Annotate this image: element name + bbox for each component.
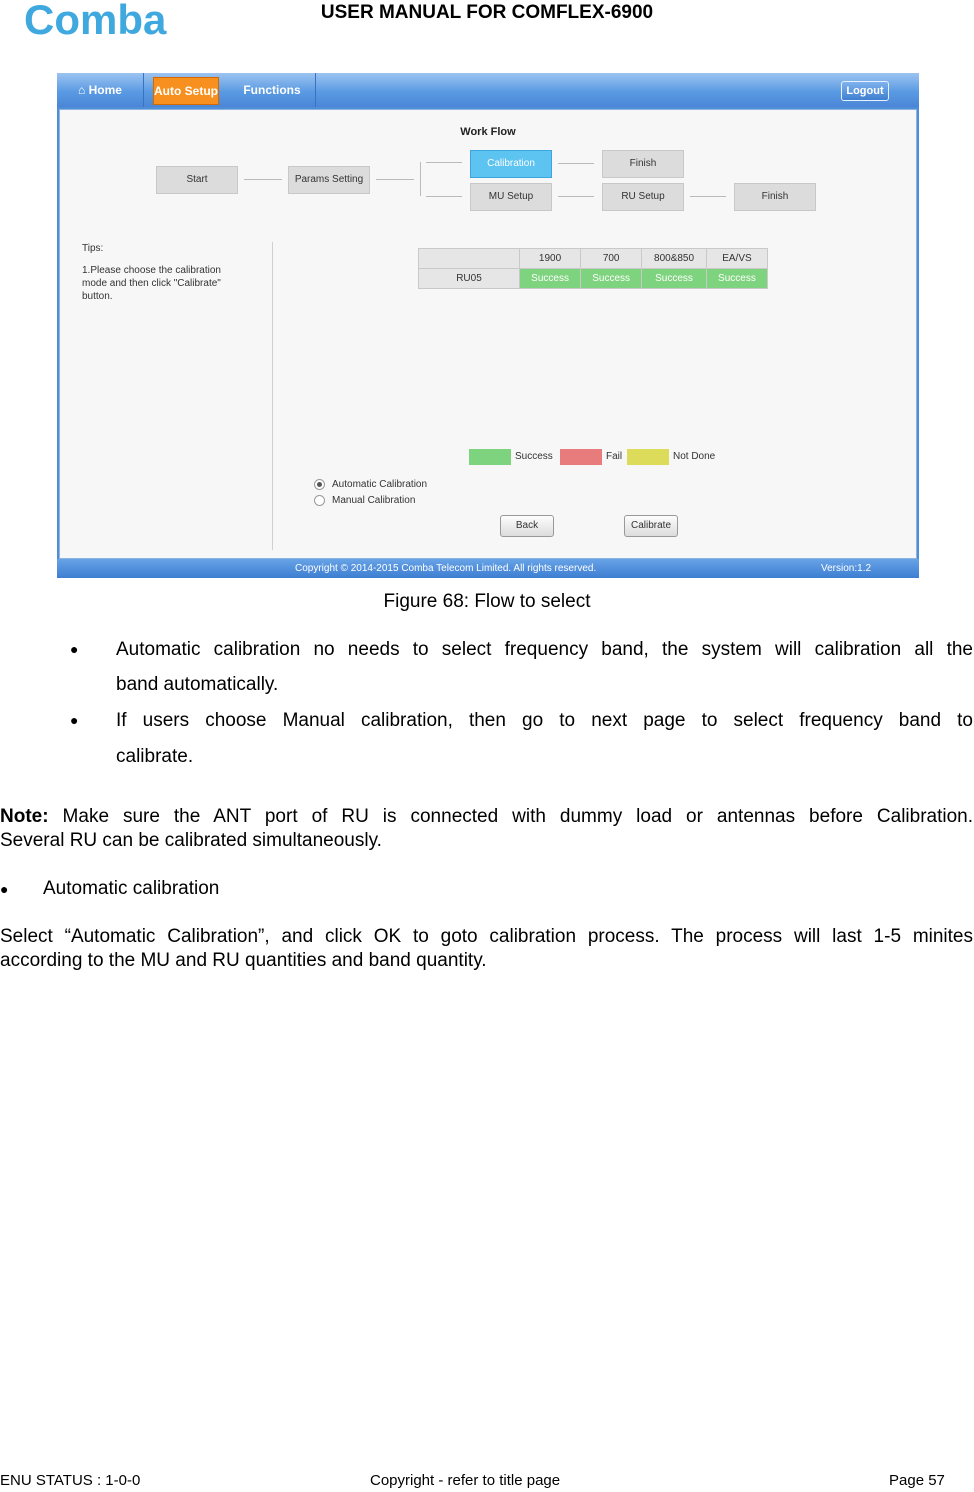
- tips-box: [82, 242, 262, 303]
- tips-heading: Tips:: [82, 243, 104, 254]
- radio-automatic-calibration[interactable]: [314, 479, 325, 490]
- legend-success-swatch: [469, 449, 511, 465]
- body-para-line-1: Select “Automatic Calibration”, and click OK to goto calibration process. The process will last 1-5 minites: [0, 926, 973, 947]
- tips-line: mode and then click "Calibrate": [82, 278, 221, 289]
- flow-connector: [558, 163, 594, 164]
- flow-connector: [244, 179, 282, 180]
- bullet-2-line-1: If users choose Manual calibration, then go to next page to select frequency band to: [116, 710, 973, 731]
- flow-connector: [426, 196, 462, 197]
- status-cell: Success: [581, 269, 642, 289]
- option-automatic-label: Automatic Calibration: [332, 479, 428, 490]
- figure-caption: Figure 68: Flow to select: [383, 591, 591, 612]
- bullet-dot: ●: [70, 712, 79, 728]
- legend-fail-swatch: [560, 449, 602, 465]
- legend-fail-label: Fail: [606, 451, 623, 462]
- nav-home[interactable]: ⌂ Home: [57, 73, 144, 107]
- nav-auto-setup[interactable]: Auto Setup: [153, 77, 219, 105]
- unit-cell: RU05: [419, 269, 520, 289]
- legend-notdone-swatch: [627, 449, 669, 465]
- bullet-2-line-2: calibrate.: [116, 746, 194, 767]
- note-line-2: Several RU can be calibrated simultaneously.: [0, 830, 382, 851]
- step-finish-bottom: Finish: [734, 183, 816, 211]
- step-params-setting: Params Setting: [288, 166, 370, 194]
- band-header: 700: [581, 249, 642, 269]
- document-title: USER MANUAL FOR COMFLEX-6900: [320, 2, 654, 23]
- legend-success-label: Success: [515, 451, 553, 462]
- flow-branch: [420, 162, 421, 196]
- footer-version: Version:1.2: [821, 563, 872, 574]
- legend-notdone-label: Not Done: [673, 451, 716, 462]
- note-label: Note:: [0, 806, 49, 827]
- radio-manual-calibration[interactable]: [314, 495, 325, 506]
- step-ru-setup: RU Setup: [602, 183, 684, 211]
- auto-setup-screenshot: [57, 73, 919, 578]
- flow-connector: [558, 196, 594, 197]
- bullet-dot: ●: [70, 641, 79, 657]
- band-header: EA/VS: [706, 249, 767, 269]
- step-mu-setup: MU Setup: [470, 183, 552, 211]
- tips-line: 1.Please choose the calibration: [82, 265, 221, 276]
- table-corner-cell: [419, 249, 520, 269]
- table-row: [419, 269, 768, 289]
- svg-text:Comba: Comba: [24, 0, 167, 40]
- bullet-dot: ●: [0, 881, 9, 897]
- calibrate-button[interactable]: Calibrate: [624, 515, 678, 537]
- band-header: 800&850: [642, 249, 707, 269]
- step-start: Start: [156, 166, 238, 194]
- footer-page-number: Page 57: [889, 1472, 945, 1489]
- body-para-line-2: according to the MU and RU quantities and band quantity.: [0, 950, 487, 971]
- screenshot-footer: [57, 559, 919, 578]
- footer-copyright-note: Copyright - refer to title page: [370, 1472, 561, 1489]
- note-line-1: Note: Make sure the ANT port of RU is connected with dummy load or antennas before Calibration.: [0, 806, 974, 827]
- flow-connector: [376, 179, 414, 180]
- step-finish-top: Finish: [602, 150, 684, 178]
- bullet-1-line-2: band automatically.: [116, 674, 279, 695]
- back-button[interactable]: Back: [500, 515, 554, 537]
- step-calibration: Calibration: [470, 150, 552, 178]
- panel-divider: [272, 242, 273, 550]
- bullet-1-line-1: Automatic calibration no needs to select frequency band, the system will calibration all the: [116, 639, 973, 660]
- status-cell: Success: [642, 269, 707, 289]
- nav-functions[interactable]: Functions: [229, 73, 316, 107]
- status-cell: Success: [706, 269, 767, 289]
- status-cell: Success: [520, 269, 581, 289]
- table-header-row: [419, 249, 768, 269]
- calibration-results-table: [418, 248, 768, 289]
- band-header: 1900: [520, 249, 581, 269]
- footer-copyright: Copyright © 2014-2015 Comba Telecom Limited. All rights reserved.: [295, 563, 597, 574]
- tips-line: button.: [82, 291, 113, 302]
- footer-status: ENU STATUS : 1-0-0: [0, 1472, 141, 1489]
- work-flow-panel: [59, 109, 917, 559]
- flow-connector: [426, 162, 462, 163]
- logout-button[interactable]: Logout: [841, 81, 889, 101]
- flow-connector: [690, 196, 726, 197]
- work-flow-title: Work Flow: [460, 126, 516, 138]
- option-manual-label: Manual Calibration: [332, 495, 416, 506]
- section-bullet: Automatic calibration: [43, 878, 220, 899]
- home-icon: ⌂: [78, 83, 89, 97]
- top-nav-bar: [57, 73, 919, 107]
